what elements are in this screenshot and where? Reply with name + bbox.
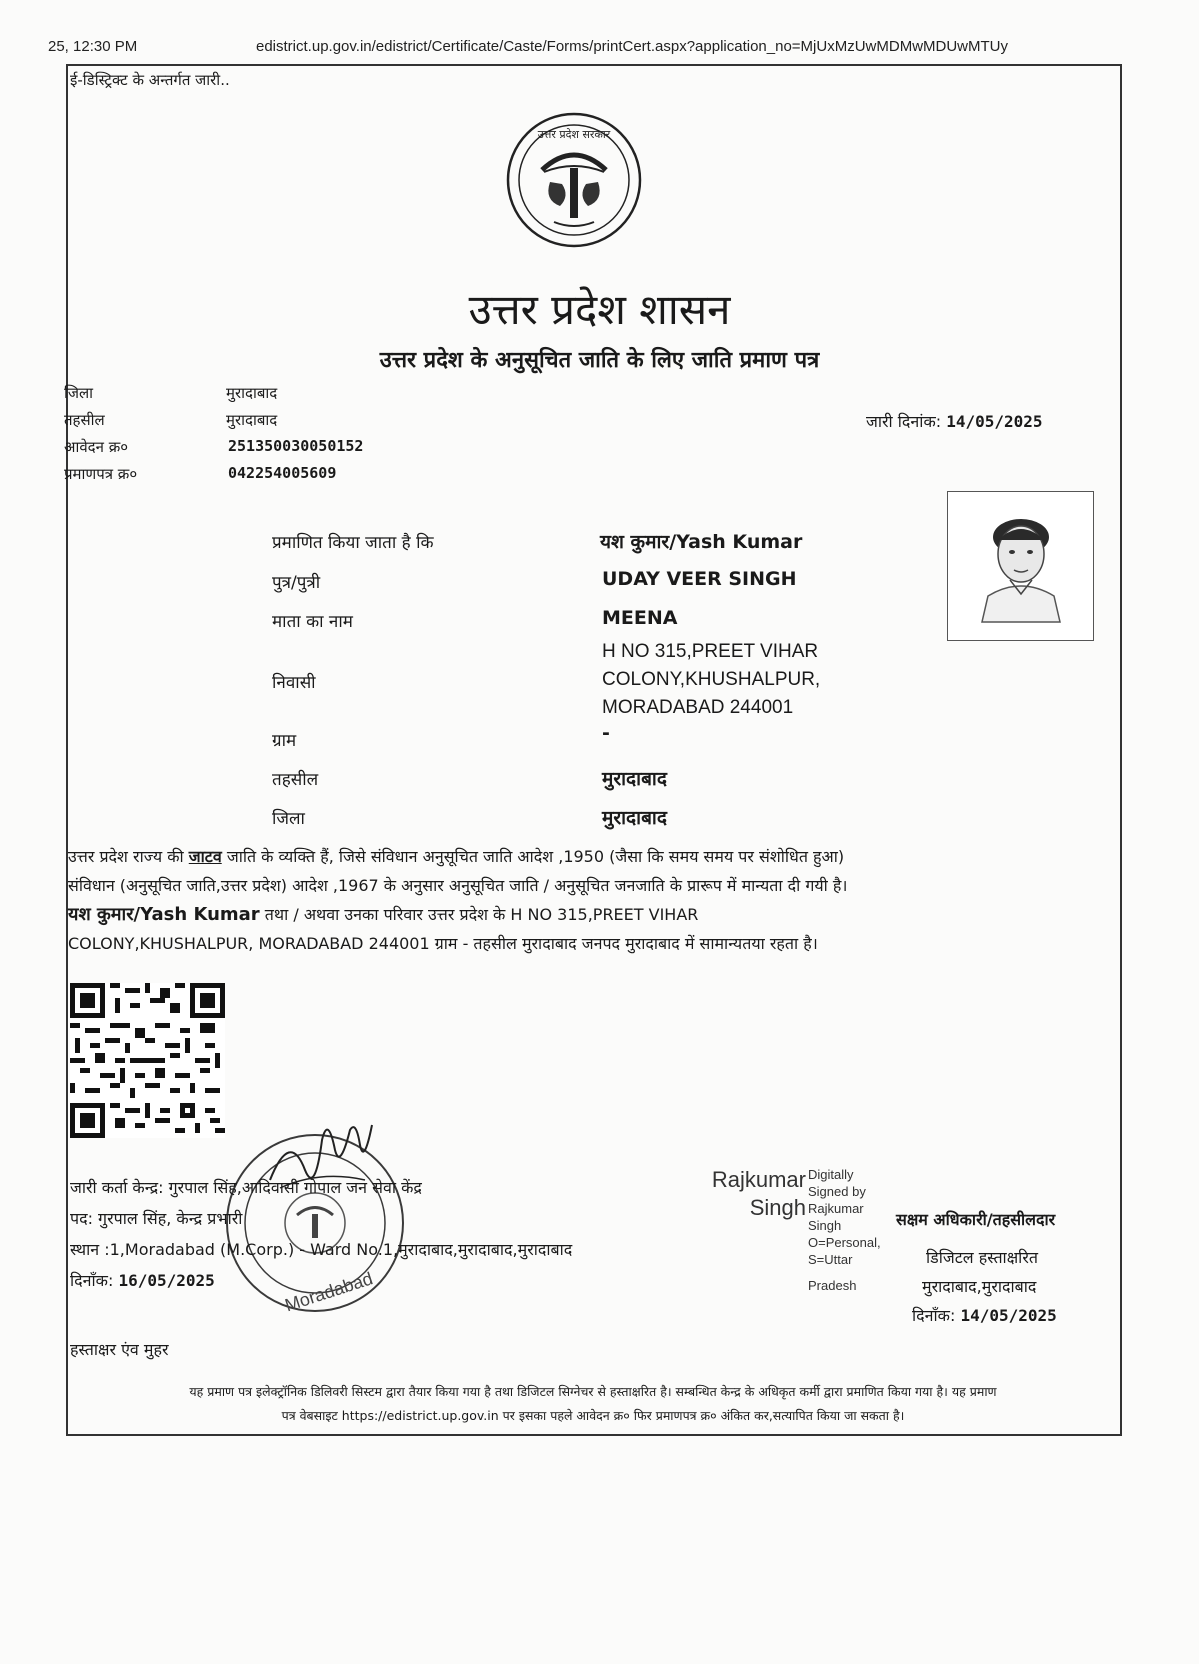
signer-name-line: Rajkumar bbox=[711, 1167, 806, 1192]
para-text: तथा / अथवा उनका परिवार उत्तर प्रदेश के H NO 315,PREET VIHAR bbox=[259, 905, 699, 924]
para-text: उत्तर प्रदेश राज्य की bbox=[68, 847, 189, 866]
authority-date bbox=[912, 1304, 1057, 1326]
seal-text: Moradabad bbox=[282, 1268, 376, 1316]
dsig-line: Pradesh bbox=[808, 1278, 857, 1293]
child-of-label: पुत्र/पुत्री bbox=[272, 573, 321, 593]
certificate-subtitle: उत्तर प्रदेश के अनुसूचित जाति के लिए जाति प्रमाण पत्र bbox=[379, 347, 820, 373]
caste-name: जाटव bbox=[188, 847, 222, 866]
mother-label: माता का नाम bbox=[272, 612, 353, 632]
authority-date-value: 14/05/2025 bbox=[960, 1306, 1057, 1325]
village-label: ग्राम bbox=[272, 731, 297, 751]
digital-signer-name bbox=[700, 1166, 806, 1222]
authority-title: सक्षम अधिकारी/तहसीलदार bbox=[896, 1210, 1056, 1229]
dsig-line: Signed by bbox=[808, 1184, 866, 1199]
tehsil-value: मुरादाबाद bbox=[226, 411, 278, 429]
authority-date-label: दिनाँक: bbox=[912, 1306, 956, 1325]
application-number: 251350030050152 bbox=[228, 437, 364, 455]
detail-district-value: मुरादाबाद bbox=[602, 807, 667, 829]
print-url: edistrict.up.gov.in/edistrict/Certificate/Caste/Forms/printCert.aspx?application_no=MjUxMzUwMDMwMDUwMTUy bbox=[256, 38, 1009, 55]
signer-name-line: Singh bbox=[749, 1195, 806, 1220]
dsig-line: Singh bbox=[808, 1218, 842, 1233]
issuer-place: स्थान :1,Moradabad (M.Corp.) - Ward No.1,मुरादाबाद,मुरादाबाद,मुरादाबाद bbox=[70, 1240, 573, 1259]
resident-label: निवासी bbox=[272, 673, 316, 693]
issuer-date-value: 16/05/2025 bbox=[118, 1271, 215, 1290]
tehsil-label: तहसील bbox=[64, 411, 105, 429]
dsig-line: Rajkumar bbox=[808, 1201, 864, 1216]
certificate-label: प्रमाणपत्र क्र० bbox=[64, 465, 138, 483]
certified-name: यश कुमार/Yash Kumar bbox=[600, 531, 803, 553]
issuer-post: पद: गुरपाल सिंह, केन्द्र प्रभारी bbox=[70, 1209, 243, 1228]
para-name: यश कुमार/Yash Kumar bbox=[68, 904, 260, 925]
issue-date-value: 14/05/2025 bbox=[946, 412, 1043, 431]
applicant-photo bbox=[947, 491, 1094, 641]
certified-label: प्रमाणित किया जाता है कि bbox=[272, 533, 434, 553]
print-time: 25, 12:30 PM bbox=[48, 38, 138, 55]
district-value: मुरादाबाद bbox=[226, 384, 278, 402]
authority-digital-sign: डिजिटल हस्ताक्षरित bbox=[926, 1248, 1038, 1267]
issue-date bbox=[866, 410, 1043, 432]
digital-signature-details bbox=[808, 1166, 881, 1294]
emblem-text: उत्तर प्रदेश सरकार bbox=[537, 128, 611, 141]
issuer-block bbox=[70, 1172, 572, 1296]
district-label: जिला bbox=[64, 384, 94, 402]
para-text: जाति के व्यक्ति हैं, जिसे संविधान अनुसूचित जाति आदेश ,1950 (जैसा कि समय समय पर संशोधित हुआ) bbox=[221, 847, 845, 866]
certification-paragraph bbox=[68, 842, 1118, 958]
footer-line: यह प्रमाण पत्र इलेक्ट्रॉनिक डिलिवरी सिस्टम द्वारा तैयार किया गया है तथा डिजिटल सिग्नेचर से हस्ताक्षरित है। सम्बन्धित केन्द्र के अधिकृत कर्मी द्वारा प्रमाणित किया गया है। यह प्रमाण bbox=[189, 1384, 997, 1399]
up-emblem-logo bbox=[504, 110, 644, 250]
qr-code bbox=[70, 983, 225, 1138]
authority-place: मुरादाबाद,मुरादाबाद bbox=[922, 1277, 1037, 1296]
certificate-title: उत्तर प्रदेश शासन bbox=[468, 285, 731, 334]
detail-tehsil-value: मुरादाबाद bbox=[602, 768, 667, 790]
address-line: COLONY,KHUSHALPUR, bbox=[602, 669, 821, 690]
resident-address bbox=[602, 638, 820, 722]
sign-seal-label: हस्ताक्षर एंव मुहर bbox=[70, 1340, 169, 1359]
issuer-date-label: दिनाँक: bbox=[70, 1271, 114, 1290]
para-text: संविधान (अनुसूचित जाति,उत्तर प्रदेश) आदेश ,1967 के अनुसार अनुसूचित जाति / अनुसूचित जनजाति के प्रारूप में मान्यता दी गयी है। bbox=[68, 876, 848, 895]
address-line: H NO 315,PREET VIHAR bbox=[602, 641, 819, 662]
issuer-date bbox=[70, 1265, 572, 1296]
detail-tehsil-label: तहसील bbox=[272, 770, 319, 790]
issuer-center: जारी कर्ता केन्द्र: गुरपाल सिंह,आदिवासी गोपाल जन सेवा केंद्र bbox=[70, 1178, 422, 1197]
dsig-line: O=Personal, bbox=[808, 1235, 881, 1250]
issued-under-text: ई-डिस्ट्रिक्ट के अन्तर्गत जारी.. bbox=[70, 71, 230, 89]
certificate-footer bbox=[68, 1380, 1118, 1428]
dsig-line: S=Uttar bbox=[808, 1252, 853, 1267]
footer-line: पत्र वेबसाइट https://edistrict.up.gov.in पर इसका पहले आवेदन क्र० फिर प्रमाणपत्र क्र० अंकित कर,सत्यापित किया जा सकता है। bbox=[281, 1408, 905, 1423]
certificate-number: 042254005609 bbox=[228, 464, 337, 482]
application-label: आवेदन क्र० bbox=[64, 438, 129, 456]
village-value: - bbox=[602, 722, 610, 744]
mother-name: MEENA bbox=[602, 607, 678, 629]
issue-date-label: जारी दिनांक: bbox=[866, 412, 942, 431]
detail-district-label: जिला bbox=[272, 809, 305, 829]
father-name: UDAY VEER SINGH bbox=[602, 568, 797, 590]
address-line: MORADABAD 244001 bbox=[602, 697, 794, 718]
para-text: COLONY,KHUSHALPUR, MORADABAD 244001 ग्राम - तहसील मुरादाबाद जनपद मुरादाबाद में सामान्यतया रहता है। bbox=[68, 934, 818, 953]
dsig-line: Digitally bbox=[808, 1167, 854, 1182]
